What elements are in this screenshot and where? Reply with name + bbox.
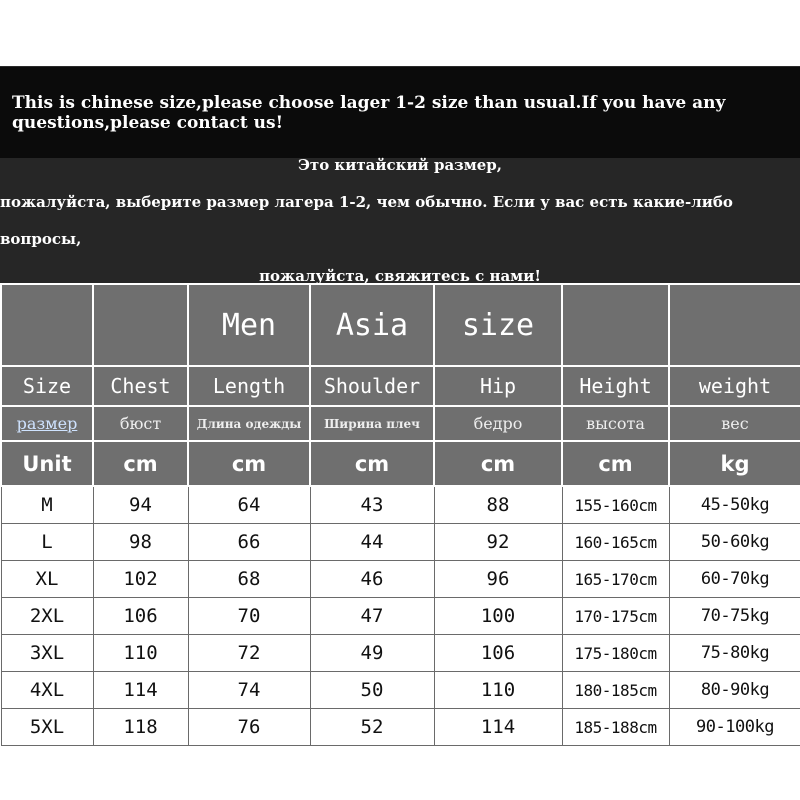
title-cell <box>562 284 669 366</box>
header-chest-ru: бюст <box>93 406 188 441</box>
unit-weight: kg <box>669 441 800 486</box>
title-cell <box>1 284 93 366</box>
cell-length: 76 <box>188 709 310 746</box>
cell-weight: 75-80kg <box>669 635 800 672</box>
cell-chest: 118 <box>93 709 188 746</box>
cell-height: 160-165cm <box>562 524 669 561</box>
table-row <box>1 672 800 709</box>
table-row <box>1 598 800 635</box>
cell-height: 180-185cm <box>562 672 669 709</box>
cell-chest: 106 <box>93 598 188 635</box>
cell-length: 72 <box>188 635 310 672</box>
unit-shoulder: cm <box>310 441 434 486</box>
header-unit-row <box>1 441 800 486</box>
cell-hip: 92 <box>434 524 562 561</box>
cell-hip: 100 <box>434 598 562 635</box>
header-height: Height <box>562 366 669 406</box>
table-title-row <box>1 284 800 366</box>
cell-shoulder: 43 <box>310 486 434 524</box>
header-russian-row <box>1 406 800 441</box>
header-weight: weight <box>669 366 800 406</box>
cell-hip: 114 <box>434 709 562 746</box>
cell-hip: 88 <box>434 486 562 524</box>
header-size: Size <box>1 366 93 406</box>
size-rows <box>1 486 800 746</box>
header-english-row <box>1 366 800 406</box>
unit-hip: cm <box>434 441 562 486</box>
unit-height: cm <box>562 441 669 486</box>
cell-size: M <box>1 486 93 524</box>
table-row <box>1 486 800 524</box>
cell-chest: 110 <box>93 635 188 672</box>
size-table <box>0 283 800 746</box>
notice-russian-line: пожалуйста, свяжитесь с нами! <box>259 266 541 285</box>
unit-length: cm <box>188 441 310 486</box>
cell-length: 64 <box>188 486 310 524</box>
cell-chest: 94 <box>93 486 188 524</box>
notice-russian <box>0 155 800 285</box>
cell-hip: 96 <box>434 561 562 598</box>
notice-english <box>0 66 800 158</box>
title-cell: size <box>434 284 562 366</box>
cell-length: 70 <box>188 598 310 635</box>
cell-shoulder: 46 <box>310 561 434 598</box>
cell-weight: 50-60kg <box>669 524 800 561</box>
cell-size: 4XL <box>1 672 93 709</box>
cell-size: 3XL <box>1 635 93 672</box>
notice-russian-line: Это китайский размер, <box>297 155 503 174</box>
cell-hip: 110 <box>434 672 562 709</box>
cell-weight: 90-100kg <box>669 709 800 746</box>
cell-size: 2XL <box>1 598 93 635</box>
notice-english-text: This is chinese size,please choose lager 1-2 size than usual.If you have any questions,please contact us! <box>12 92 726 133</box>
cell-shoulder: 47 <box>310 598 434 635</box>
cell-height: 155-160cm <box>562 486 669 524</box>
cell-size: L <box>1 524 93 561</box>
cell-chest: 114 <box>93 672 188 709</box>
header-height-ru: высота <box>562 406 669 441</box>
header-hip-ru: бедро <box>434 406 562 441</box>
title-cell <box>669 284 800 366</box>
header-size-ru: размер <box>1 406 93 441</box>
header-length: Length <box>188 366 310 406</box>
title-cell: Men <box>188 284 310 366</box>
cell-shoulder: 50 <box>310 672 434 709</box>
cell-height: 175-180cm <box>562 635 669 672</box>
table-row <box>1 524 800 561</box>
header-length-ru: Длина одежды <box>188 406 310 441</box>
cell-weight: 60-70kg <box>669 561 800 598</box>
cell-height: 165-170cm <box>562 561 669 598</box>
cell-hip: 106 <box>434 635 562 672</box>
table-row <box>1 561 800 598</box>
title-cell: Asia <box>310 284 434 366</box>
cell-height: 185-188cm <box>562 709 669 746</box>
cell-height: 170-175cm <box>562 598 669 635</box>
cell-shoulder: 49 <box>310 635 434 672</box>
header-hip: Hip <box>434 366 562 406</box>
cell-length: 68 <box>188 561 310 598</box>
table-row <box>1 709 800 746</box>
cell-shoulder: 44 <box>310 524 434 561</box>
header-weight-ru: вес <box>669 406 800 441</box>
size-chart <box>0 66 800 746</box>
cell-chest: 102 <box>93 561 188 598</box>
cell-size: 5XL <box>1 709 93 746</box>
cell-weight: 70-75kg <box>669 598 800 635</box>
unit-size: Unit <box>1 441 93 486</box>
cell-size: XL <box>1 561 93 598</box>
unit-chest: cm <box>93 441 188 486</box>
title-cell <box>93 284 188 366</box>
header-chest: Chest <box>93 366 188 406</box>
cell-length: 66 <box>188 524 310 561</box>
notice-russian-line: пожалуйста, выберите размер лагера 1-2, чем обычно. Если у вас есть какие-либо вопросы, <box>0 192 733 248</box>
header-shoulder-ru: Ширина плеч <box>310 406 434 441</box>
cell-weight: 80-90kg <box>669 672 800 709</box>
table-row <box>1 635 800 672</box>
cell-shoulder: 52 <box>310 709 434 746</box>
cell-weight: 45-50kg <box>669 486 800 524</box>
cell-chest: 98 <box>93 524 188 561</box>
header-shoulder: Shoulder <box>310 366 434 406</box>
cell-length: 74 <box>188 672 310 709</box>
